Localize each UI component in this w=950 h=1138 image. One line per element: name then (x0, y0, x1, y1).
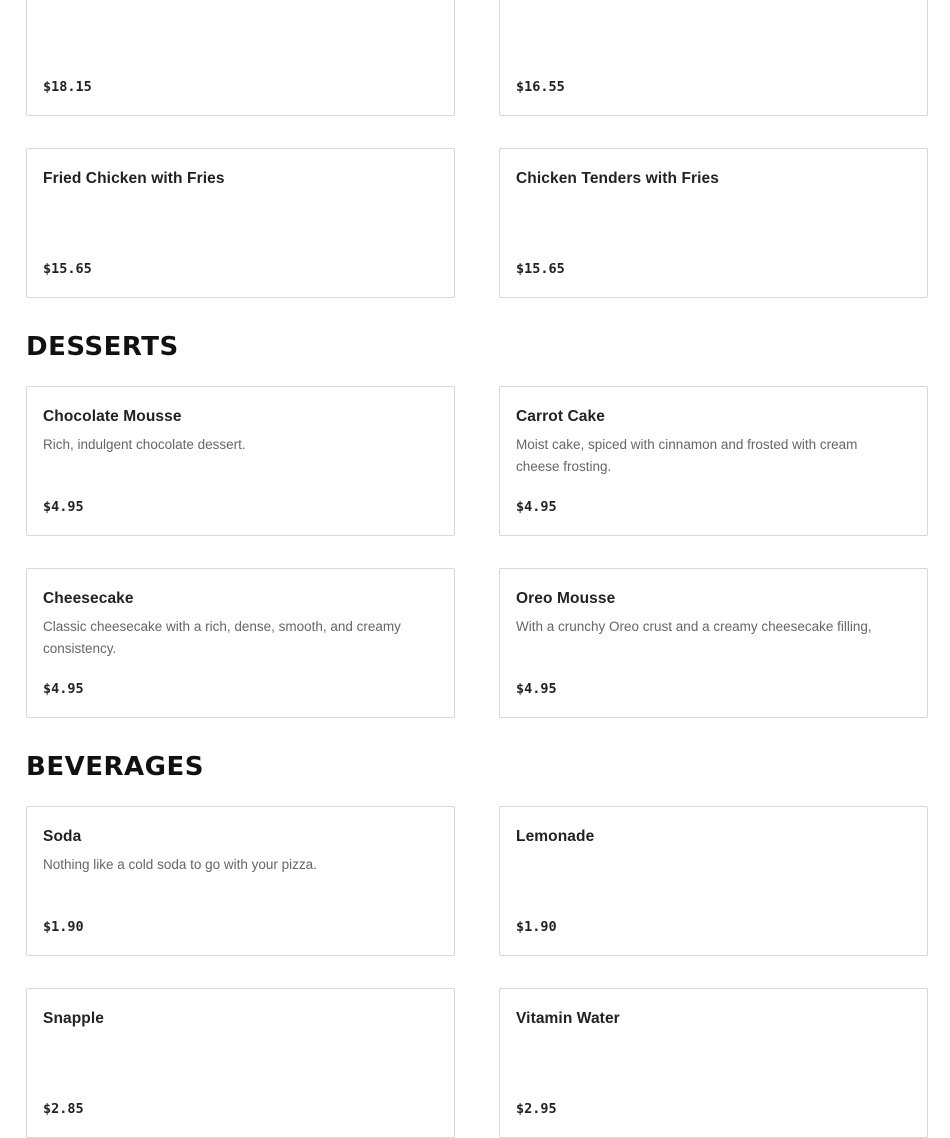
menu-item-card[interactable] (26, 568, 455, 718)
section-title-desserts: DESSERTS (26, 332, 179, 362)
item-name: Lemonade (516, 828, 595, 845)
item-price: $2.85 (43, 1101, 84, 1117)
menu-item-card[interactable] (499, 806, 928, 956)
item-price: $15.65 (516, 261, 565, 277)
item-price: $4.95 (43, 681, 84, 697)
item-name: Chocolate Mousse (43, 408, 182, 425)
item-description: Classic cheesecake with a rich, dense, smooth, and creamy consistency. (43, 619, 401, 656)
item-description: With a crunchy Oreo crust and a creamy cheesecake filling, (516, 619, 872, 634)
menu-item-card[interactable] (499, 568, 928, 718)
item-description: Rich, indulgent chocolate dessert. (43, 437, 246, 452)
menu-grid (26, 386, 928, 718)
menu-item-card[interactable] (499, 0, 928, 116)
menu-grid (26, 0, 928, 298)
item-name: Fried Chicken with Fries (43, 170, 225, 187)
menu-item-card[interactable] (26, 0, 455, 116)
section-title-beverages: BEVERAGES (26, 752, 204, 782)
item-name: Carrot Cake (516, 408, 605, 425)
menu-item-card[interactable] (26, 988, 455, 1138)
item-price: $2.95 (516, 1101, 557, 1117)
item-price: $1.90 (43, 919, 84, 935)
item-name: Snapple (43, 1010, 104, 1027)
item-price: $16.55 (516, 79, 565, 95)
item-price: $1.90 (516, 919, 557, 935)
menu-item-card[interactable] (26, 148, 455, 298)
item-price: $4.95 (43, 499, 84, 515)
menu-item-card[interactable] (499, 148, 928, 298)
item-name: Soda (43, 828, 82, 845)
item-name: Chicken Tenders with Fries (516, 170, 720, 187)
item-name: Vitamin Water (516, 1010, 620, 1027)
menu-item-card[interactable] (499, 386, 928, 536)
menu-item-card[interactable] (499, 988, 928, 1138)
item-price: $4.95 (516, 681, 557, 697)
item-description: Nothing like a cold soda to go with your pizza. (43, 857, 317, 872)
menu-grid (26, 806, 928, 1138)
menu-item-card[interactable] (26, 806, 455, 956)
menu-item-card[interactable] (26, 386, 455, 536)
item-price: $15.65 (43, 261, 92, 277)
item-name: Oreo Mousse (516, 590, 616, 607)
item-description: Moist cake, spiced with cinnamon and frosted with cream cheese frosting. (516, 437, 858, 474)
menu-list (26, 0, 928, 1138)
item-name: Cheesecake (43, 590, 134, 607)
item-price: $18.15 (43, 79, 92, 95)
item-price: $4.95 (516, 499, 557, 515)
